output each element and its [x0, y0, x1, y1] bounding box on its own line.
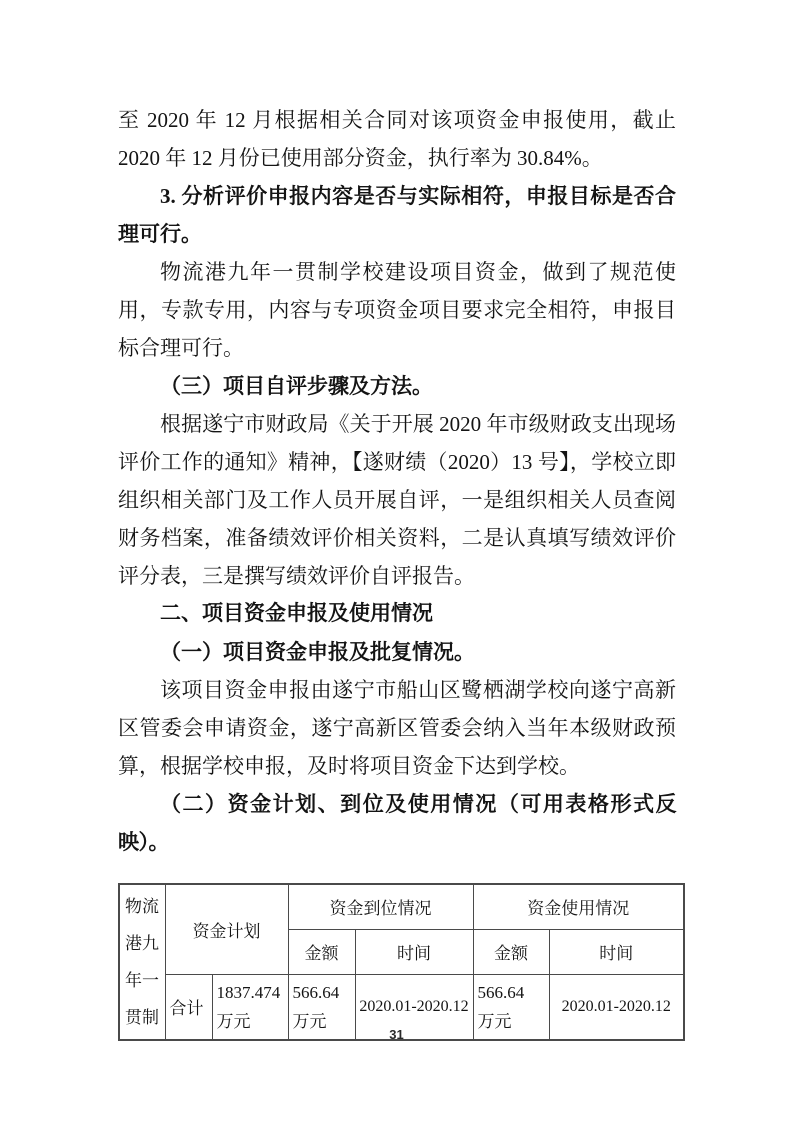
column-header-fund-plan: 资金计划 — [165, 884, 288, 974]
subheader-arrival-time: 时间 — [355, 929, 473, 974]
cell-usage-time: 2020.01-2020.12 — [549, 974, 684, 1040]
heading-section-2-fund-plan: （二）资金计划、到位及使用情况（可用表格形式反映）。 — [118, 792, 676, 854]
cell-plan-amount: 1837.474 万元 — [212, 974, 288, 1040]
paragraph-continuation: 至 2020 年 12 月根据相关合同对该项资金申报使用，截止 2020 年 12 月份已使用部分资金，执行率为 30.84%。 — [118, 108, 676, 170]
column-header-fund-arrival: 资金到位情况 — [288, 884, 473, 929]
table-row-group-label: 物流港九年一贯制 — [119, 884, 165, 1040]
cell-total-label: 合计 — [165, 974, 212, 1040]
column-header-fund-usage: 资金使用情况 — [473, 884, 684, 929]
page-number: 31 — [389, 1027, 404, 1042]
paragraph-declaration-detail: 该项目资金申报由遂宁市船山区鹭栖湖学校向遂宁高新区管委会申请资金，遂宁高新区管委会纳入当年本级财政预算，根据学校申报，及时将项目资金下达到学校。 — [118, 678, 676, 778]
subheader-usage-time: 时间 — [549, 929, 684, 974]
document-body — [118, 101, 676, 1041]
paragraph-funds-usage: 物流港九年一贯制学校建设项目资金，做到了规范使用，专款专用，内容与专项资金项目要求完全相符，申报目标合理可行。 — [118, 260, 676, 360]
cell-arrival-time: 2020.01-2020.12 — [355, 974, 473, 1040]
heading-section-1-declaration-approval: （一）项目资金申报及批复情况。 — [160, 640, 475, 664]
heading-section-3-self-eval: （三）项目自评步骤及方法。 — [160, 374, 433, 398]
heading-point-3: 3. 分析评价申报内容是否与实际相符，申报目标是否合理可行。 — [118, 184, 676, 246]
cell-usage-amount: 566.64 万元 — [473, 974, 549, 1040]
heading-part-2-fund-declaration: 二、项目资金申报及使用情况 — [160, 602, 433, 625]
paragraph-self-eval-process: 根据遂宁市财政局《关于开展 2020 年市级财政支出现场评价工作的通知》精神，【遂财绩（2020）13 号】，学校立即组织相关部门及工作人员开展自评，一是组织相关人员查阅财务档案，准备绩效评价相关资料，二是认真填写绩效评价评分表，三是撰写绩效评价自评报告。 — [118, 412, 676, 588]
funds-table — [118, 883, 685, 1041]
subheader-usage-amount: 金额 — [473, 929, 549, 974]
subheader-arrival-amount: 金额 — [288, 929, 355, 974]
cell-arrival-amount: 566.64 万元 — [288, 974, 355, 1040]
